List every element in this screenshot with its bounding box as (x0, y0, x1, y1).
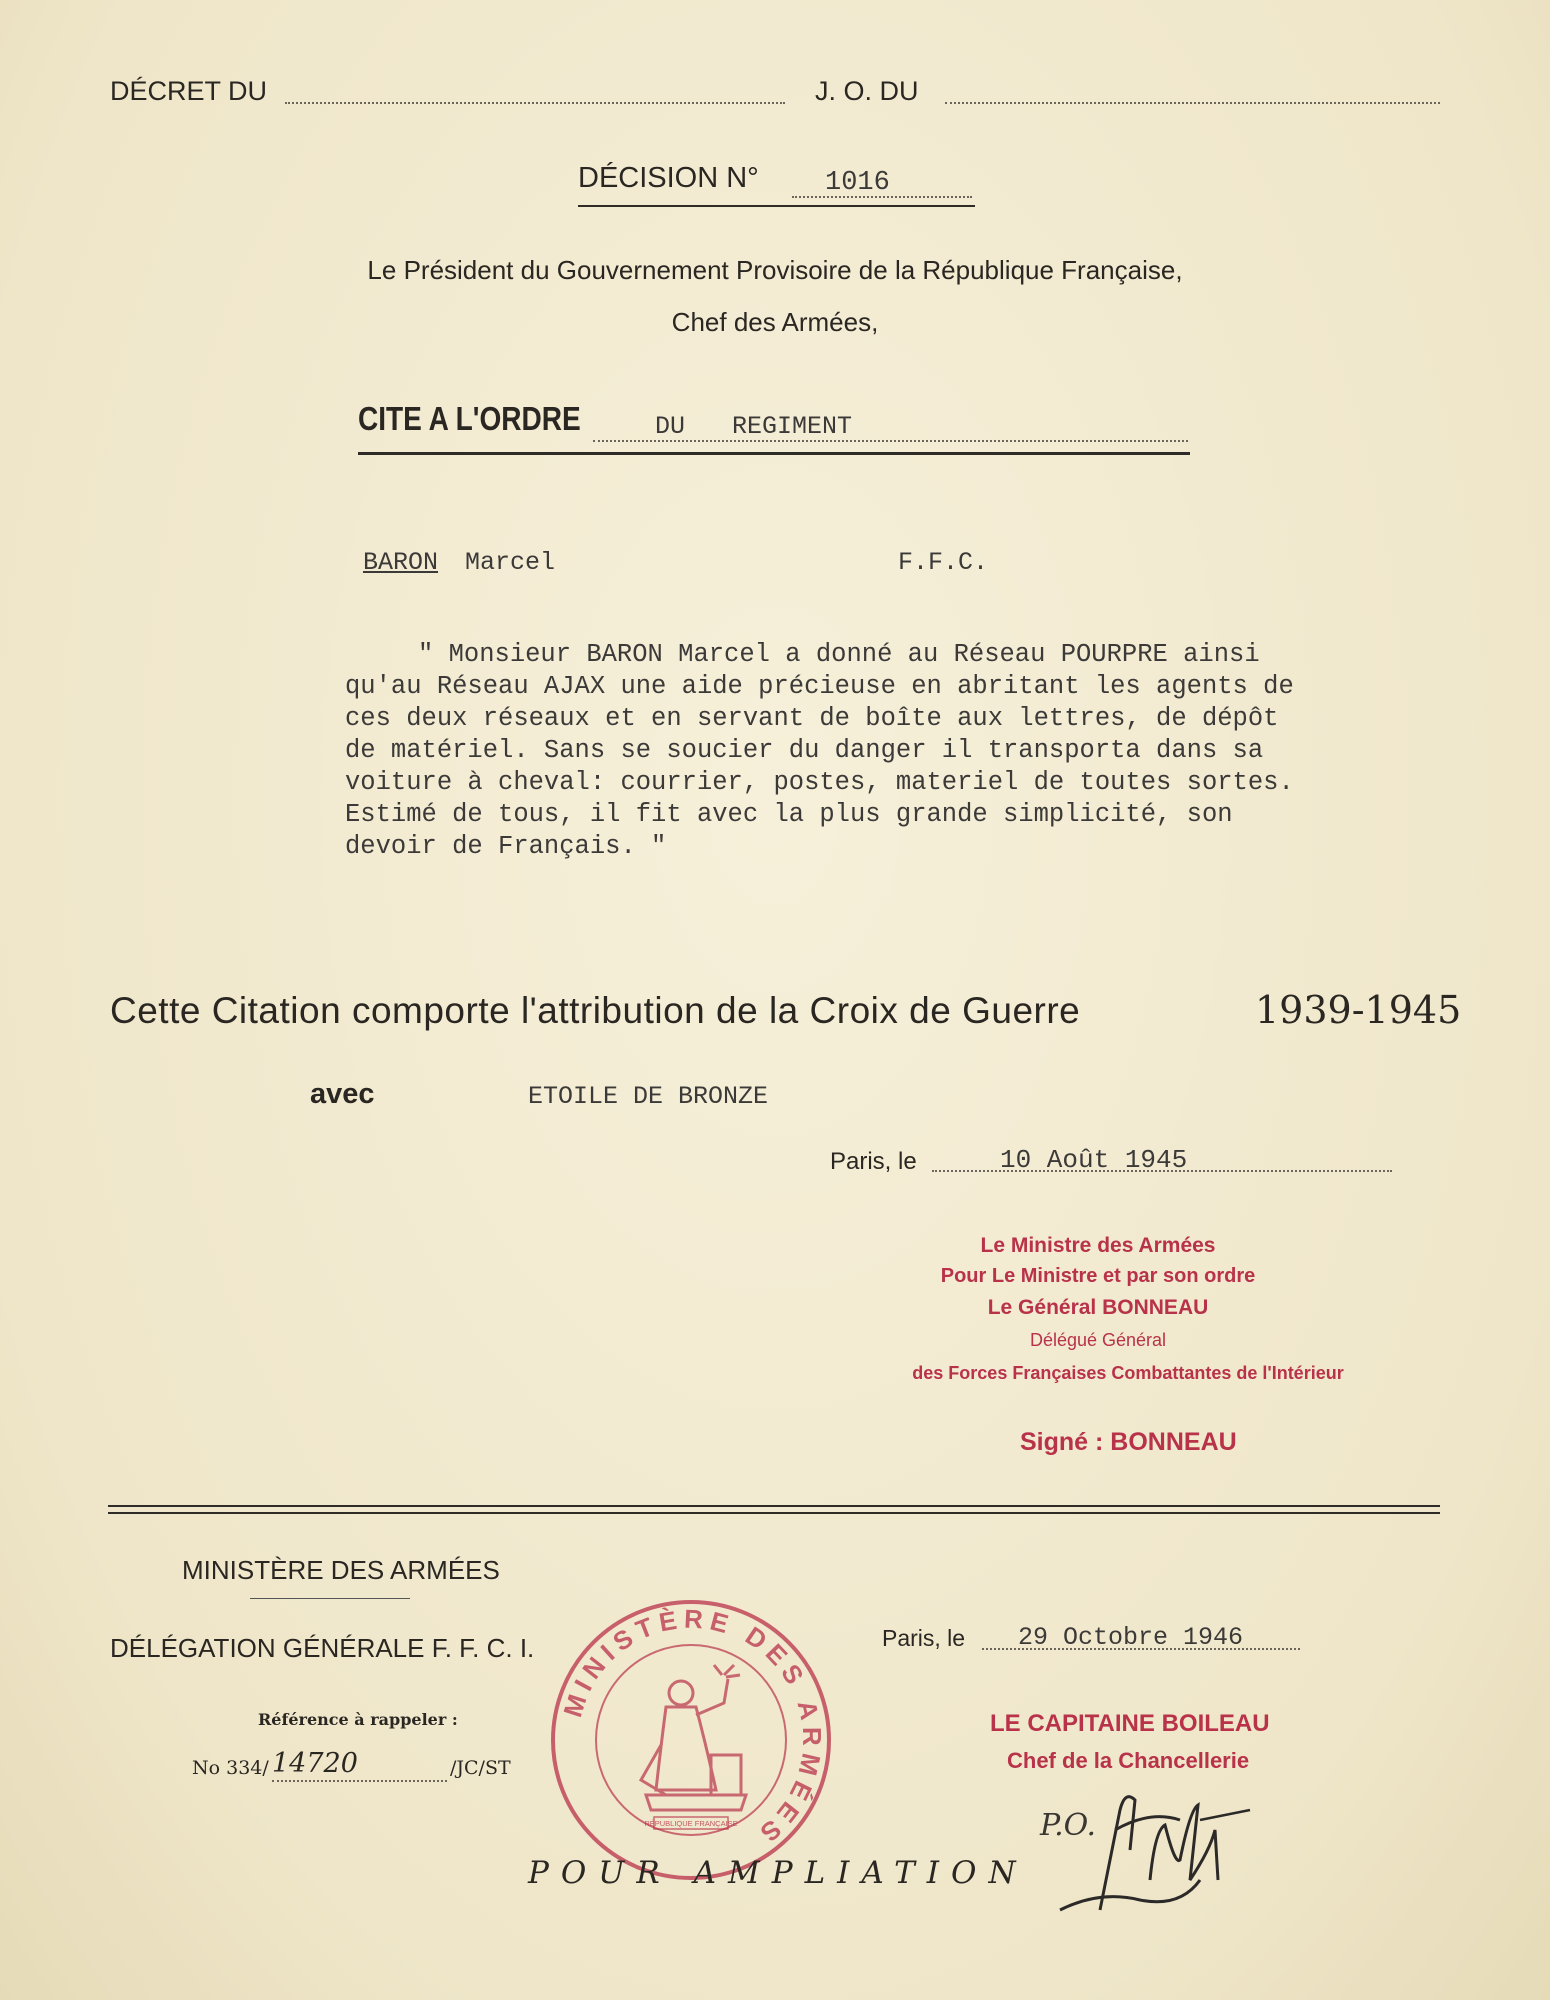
handwritten-signature (1040, 1770, 1260, 1930)
sig1-line-2: Pour Le Ministre et par son ordre (940, 1265, 1256, 1287)
award-sentence: Cette Citation comporte l'attribution de la Croix de Guerre (110, 990, 1081, 1031)
reference-dotted-line (272, 1780, 447, 1782)
award-years: 1939-1945 (1255, 988, 1462, 1032)
citation-text-line-2: qu'au Réseau AJAX une aide précieuse en abritant les agents de (345, 672, 1294, 701)
seal-graphic (546, 1595, 836, 1885)
ministry-name: MINISTÈRE DES ARMÉES (182, 1555, 500, 1585)
avec-value: ETOILE DE BRONZE (528, 1082, 769, 1111)
recipient-given-name: Marcel (465, 548, 556, 577)
reference-prefix: No 334/ (192, 1757, 269, 1779)
sig2-line-1: LE CAPITAINE BOILEAU (990, 1710, 1270, 1737)
place-date-1-dotted-line (932, 1170, 1392, 1172)
reference-number: 14720 (272, 1748, 358, 1779)
citation-underline (358, 452, 1190, 455)
separator-line-top (108, 1505, 1440, 1507)
decision-number: 1016 (825, 168, 890, 198)
place-date-2-dotted-line (982, 1648, 1300, 1650)
sig1-line-3: Le Général BONNEAU (987, 1296, 1209, 1319)
citation-dotted-line (593, 440, 1188, 442)
citation-text-line-6: Estimé de tous, il fit avec la plus grande simplicité, son (345, 800, 1233, 829)
decision-underline (578, 205, 975, 207)
citation-text-line-4: de matériel. Sans se soucier du danger il transporta dans sa (345, 736, 1264, 765)
svg-text:MINISTÈRE DES ARMÉES: MINISTÈRE DES ARMÉES (557, 1603, 828, 1852)
sig1-line-1: Le Ministre des Armées (980, 1234, 1216, 1257)
decision-dotted-line (792, 196, 972, 198)
recipient-surname: BARON (363, 548, 439, 577)
decision-label: DÉCISION N° (578, 162, 759, 194)
ministry-underline (250, 1598, 410, 1599)
citation-level: REGIMENT (732, 412, 853, 441)
cite-a-l-ordre-label: CITE A L'ORDRE (358, 400, 581, 437)
pour-ampliation: POUR AMPLIATION (528, 1855, 1028, 1891)
marianne-figure-icon (641, 1665, 746, 1810)
jo-label: J. O. DU (815, 76, 919, 106)
citation-text-line-1: " Monsieur BARON Marcel a donné au Réseau POURPRE ainsi (418, 640, 1260, 669)
avec-label: avec (310, 1078, 375, 1110)
reference-suffix: /JC/ST (450, 1757, 511, 1779)
sig2-line-2: Chef de la Chancellerie (1007, 1748, 1250, 1773)
sig1-line-5: des Forces Françaises Combattantes de l'Intérieur (912, 1363, 1344, 1383)
recipient-unit: F.F.C. (898, 548, 989, 577)
citation-text-line-5: voiture à cheval: courrier, postes, materiel de toutes sortes. (345, 768, 1294, 797)
ministry-delegation: DÉLÉGATION GÉNÉRALE F. F. C. I. (110, 1633, 535, 1663)
president-line-1: Le Président du Gouvernement Provisoire de la République Française, (367, 255, 1183, 285)
reference-label: Référence à rappeler : (258, 1710, 458, 1729)
citation-level-du: DU (655, 412, 686, 441)
jo-dotted-line (945, 102, 1440, 104)
place-date-2-label: Paris, le (882, 1625, 966, 1651)
citation-text-line-7: devoir de Français. " (345, 832, 667, 861)
decret-dotted-line (285, 102, 785, 104)
decret-label: DÉCRET DU (110, 76, 268, 106)
svg-text:RÉPUBLIQUE FRANÇAISE: RÉPUBLIQUE FRANÇAISE (644, 1819, 738, 1828)
sig1-line-4: Délégué Général (1029, 1330, 1167, 1350)
place-date-1-date: 10 Août 1945 (1000, 1145, 1188, 1175)
place-date-1-label: Paris, le (830, 1148, 917, 1175)
citation-text-line-3: ces deux réseaux et en servant de boîte aux lettres, de dépôt (345, 704, 1279, 733)
place-date-2-date: 29 Octobre 1946 (1018, 1623, 1244, 1652)
sig1-signed: Signé : BONNEAU (1020, 1428, 1237, 1456)
president-line-2: Chef des Armées, (671, 307, 879, 337)
sig2-initials: P.O. (1040, 1808, 1097, 1843)
ministry-seal (546, 1595, 836, 1885)
separator-line-bottom (108, 1512, 1440, 1514)
